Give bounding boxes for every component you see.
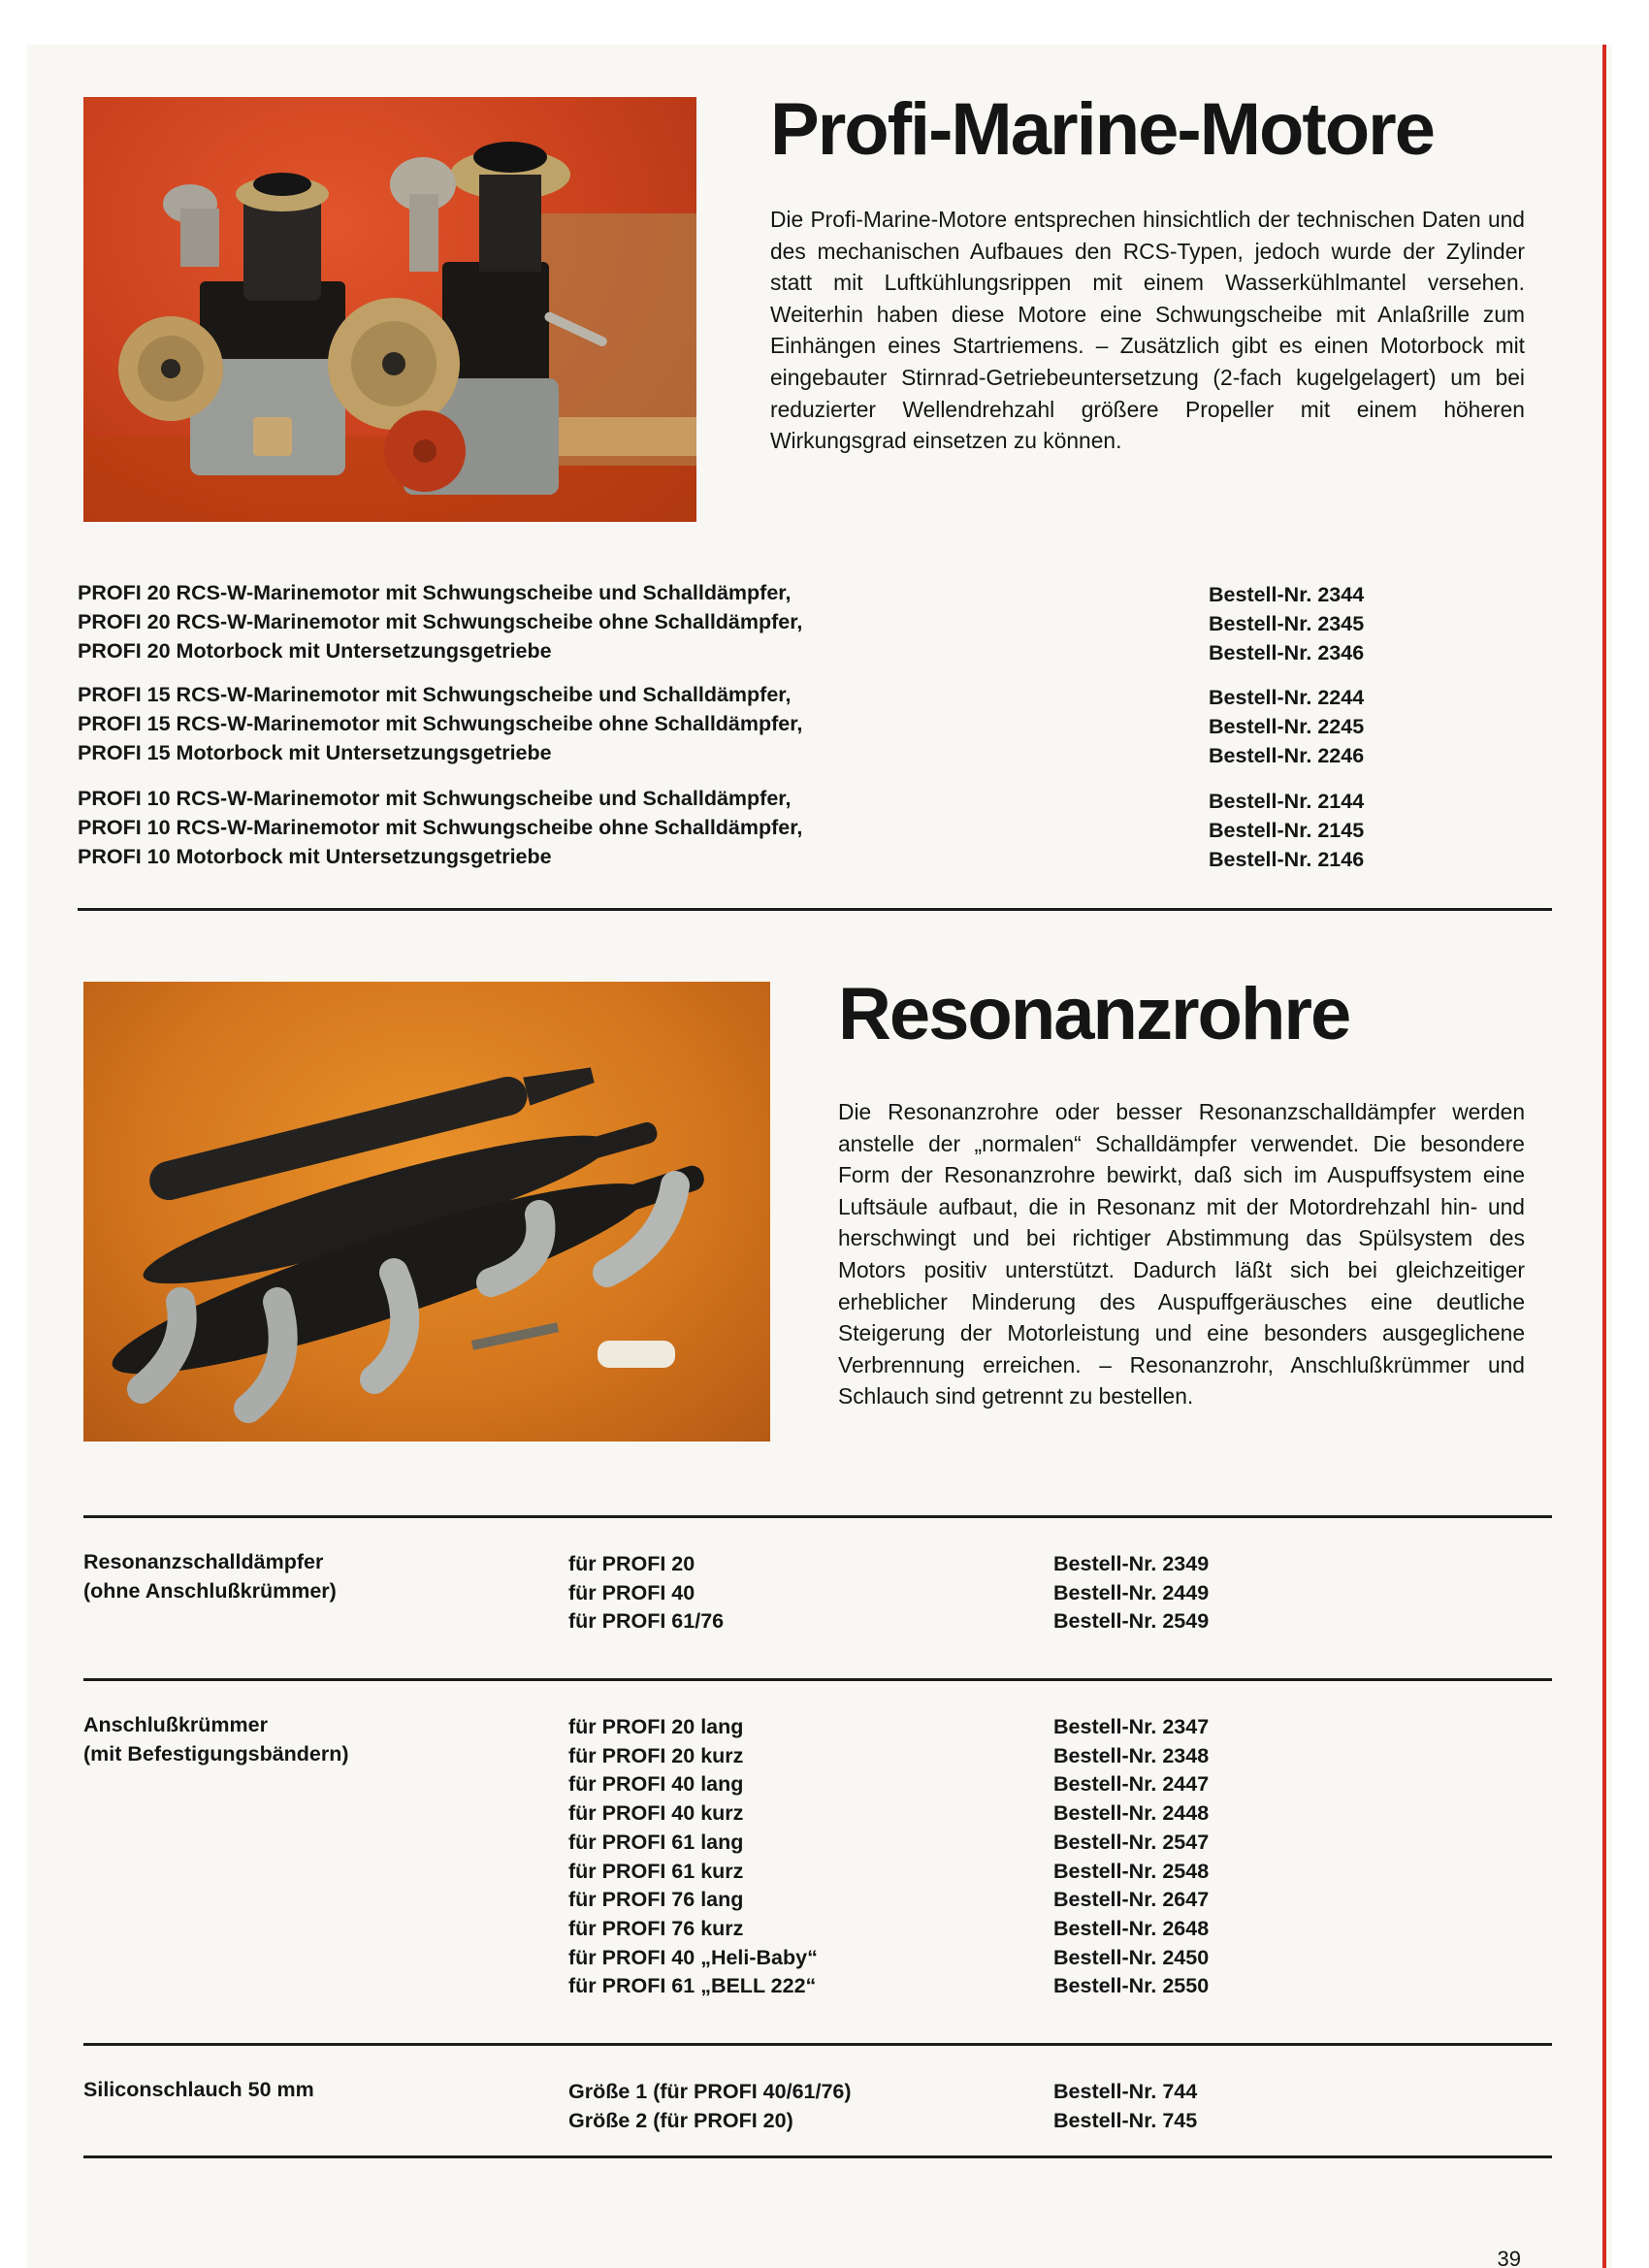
order-number: Bestell-Nr. 2549 xyxy=(1053,1609,1210,1634)
table-divider xyxy=(83,2155,1552,2158)
section-divider xyxy=(78,908,1552,911)
table-order-column xyxy=(1053,2078,1500,2135)
table-cell: für PROFI 61 kurz xyxy=(568,1859,744,1883)
order-number: Bestell-Nr. 2246 xyxy=(1209,744,1365,767)
order-number: Bestell-Nr. 2448 xyxy=(1053,1801,1210,1826)
table-for-column xyxy=(568,1713,1053,2001)
table-category xyxy=(83,2076,568,2105)
order-number: Bestell-Nr. 2647 xyxy=(1053,1888,1210,1912)
table-category xyxy=(83,1548,568,1605)
resonance-pipes-description: Die Resonanzrohre oder besser Resonanzschalldämpfer werden anstelle der „normalen“ Schalldämpfer verwendet. Die besondere Form der Resonanzrohre bewirkt, daß sich im Auspuffsystem eine Luftsäule aufbaut, die in Resonanz mit der Motordrehzahl hin- und herschwingt und bei richtiger Abstimmung das Spülsystem des Motors positiv unterstützt. Dadurch läßt sich bei gleichzeitiger erheblicher Minderung des Auspuffgeräusches eine deutliche Steigerung der Motorleistung und eine besonders ausgeglichene Verbrennung erreichen. – Resonanzrohr, Anschlußkrümmer und Schlauch sind getrennt zu bestellen. xyxy=(838,1099,1525,1409)
table-cell: Größe 1 (für PROFI 40/61/76) xyxy=(568,2080,852,2103)
product-name: PROFI 15 Motorbock mit Untersetzungsgetriebe xyxy=(78,741,552,764)
order-number: Bestell-Nr. 2547 xyxy=(1053,1830,1210,1854)
order-number: Bestell-Nr. 2550 xyxy=(1053,1974,1210,1998)
table-cell: für PROFI 76 lang xyxy=(568,1888,744,1912)
marine-engines-photo xyxy=(83,97,696,522)
order-number: Bestell-Nr. 2346 xyxy=(1209,641,1365,664)
product-name: PROFI 15 RCS-W-Marinemotor mit Schwungscheibe und Schalldämpfer, xyxy=(78,683,792,706)
table-for-column xyxy=(568,1550,1053,1636)
order-number: Bestell-Nr. 2548 xyxy=(1053,1859,1210,1883)
table-cell: für PROFI 40 xyxy=(568,1580,695,1604)
engine-illustration xyxy=(83,97,696,522)
table-cell: Größe 2 (für PROFI 20) xyxy=(568,2108,793,2132)
table-for-column xyxy=(568,2078,1053,2135)
product-name: PROFI 10 Motorbock mit Untersetzungsgetriebe xyxy=(78,845,552,868)
order-number: Bestell-Nr. 2348 xyxy=(1053,1743,1210,1767)
table-order-column xyxy=(1053,1713,1500,2001)
category-label: Anschlußkrümmer xyxy=(83,1713,268,1736)
marine-engines-description: Die Profi-Marine-Motore entsprechen hinsichtlich der technischen Daten und des mechanischen Aufbaues den RCS-Typen, jedoch wurde der Zylinder statt mit Luftkühlungsrippen mit einem Wasserkühlmantel versehen. Weiterhin haben diese Motore eine Schwungscheibe mit Anlaßrille zum Einhängen eines Startriemens. – Zusätzlich gibt es einen Motorbock mit eingebauter Stirnrad-Getriebeuntersetzung (2-fach kugelgelagert) um bei reduzierter Wellendrehzahl größere Propeller mit einem höheren Wirkungsgrad einsetzen zu können. xyxy=(770,207,1525,454)
category-label: Resonanzschalldämpfer xyxy=(83,1550,324,1573)
order-number: Bestell-Nr. 2145 xyxy=(1209,819,1365,842)
table-cell: für PROFI 40 kurz xyxy=(568,1801,744,1826)
order-number: Bestell-Nr. 2144 xyxy=(1209,790,1365,813)
category-note: (mit Befestigungsbändern) xyxy=(83,1741,349,1766)
product-name: PROFI 10 RCS-W-Marinemotor mit Schwungscheibe und Schalldämpfer, xyxy=(78,787,792,810)
table-divider xyxy=(83,1515,1552,1518)
page-edge-accent xyxy=(1602,45,1606,2268)
order-number: Bestell-Nr. 2344 xyxy=(1209,583,1365,606)
order-number: Bestell-Nr. 2450 xyxy=(1053,1945,1210,1969)
order-number: Bestell-Nr. 2449 xyxy=(1053,1580,1210,1604)
category-label: Siliconschlauch 50 mm xyxy=(83,2078,314,2101)
table-cell: für PROFI 40 „Heli-Baby“ xyxy=(568,1945,818,1969)
category-note: (ohne Anschlußkrümmer) xyxy=(83,1578,337,1603)
table-order-column xyxy=(1053,1550,1500,1636)
table-cell: für PROFI 76 kurz xyxy=(568,1916,744,1940)
product-name: PROFI 20 Motorbock mit Untersetzungsgetriebe xyxy=(78,639,552,663)
order-number: Bestell-Nr. 2345 xyxy=(1209,612,1365,635)
table-cell: für PROFI 61 „BELL 222“ xyxy=(568,1974,817,1998)
table-divider xyxy=(83,2043,1552,2046)
product-name: PROFI 10 RCS-W-Marinemotor mit Schwungscheibe ohne Schalldämpfer, xyxy=(78,816,803,839)
section-title-resonance-pipes: Resonanzrohre xyxy=(838,973,1350,1055)
order-number: Bestell-Nr. 2349 xyxy=(1053,1552,1210,1575)
page-number: 39 xyxy=(1497,2247,1521,2268)
table-cell: für PROFI 61 lang xyxy=(568,1830,744,1854)
table-cell: für PROFI 20 lang xyxy=(568,1715,744,1738)
table-category xyxy=(83,1711,568,1768)
table-cell: für PROFI 20 kurz xyxy=(568,1743,744,1767)
product-name: PROFI 20 RCS-W-Marinemotor mit Schwungscheibe ohne Schalldämpfer, xyxy=(78,610,803,633)
order-number: Bestell-Nr. 2447 xyxy=(1053,1772,1210,1797)
catalog-page xyxy=(27,45,1612,2268)
order-number: Bestell-Nr. 745 xyxy=(1053,2108,1198,2132)
order-number: Bestell-Nr. 2245 xyxy=(1209,715,1365,738)
section-title-marine-engines: Profi-Marine-Motore xyxy=(770,88,1434,171)
table-cell: für PROFI 40 lang xyxy=(568,1772,744,1797)
order-number: Bestell-Nr. 2244 xyxy=(1209,686,1365,709)
product-name: PROFI 20 RCS-W-Marinemotor mit Schwungscheibe und Schalldämpfer, xyxy=(78,581,792,604)
table-divider xyxy=(83,1678,1552,1681)
order-number: Bestell-Nr. 2146 xyxy=(1209,848,1365,871)
resonance-pipes-photo xyxy=(83,982,770,1442)
order-number: Bestell-Nr. 2648 xyxy=(1053,1916,1210,1940)
order-number: Bestell-Nr. 744 xyxy=(1053,2080,1198,2103)
table-cell: für PROFI 61/76 xyxy=(568,1609,725,1634)
table-cell: für PROFI 20 xyxy=(568,1552,695,1575)
pipes-illustration xyxy=(83,982,770,1442)
product-name: PROFI 15 RCS-W-Marinemotor mit Schwungscheibe ohne Schalldämpfer, xyxy=(78,712,803,735)
order-number: Bestell-Nr. 2347 xyxy=(1053,1715,1210,1738)
